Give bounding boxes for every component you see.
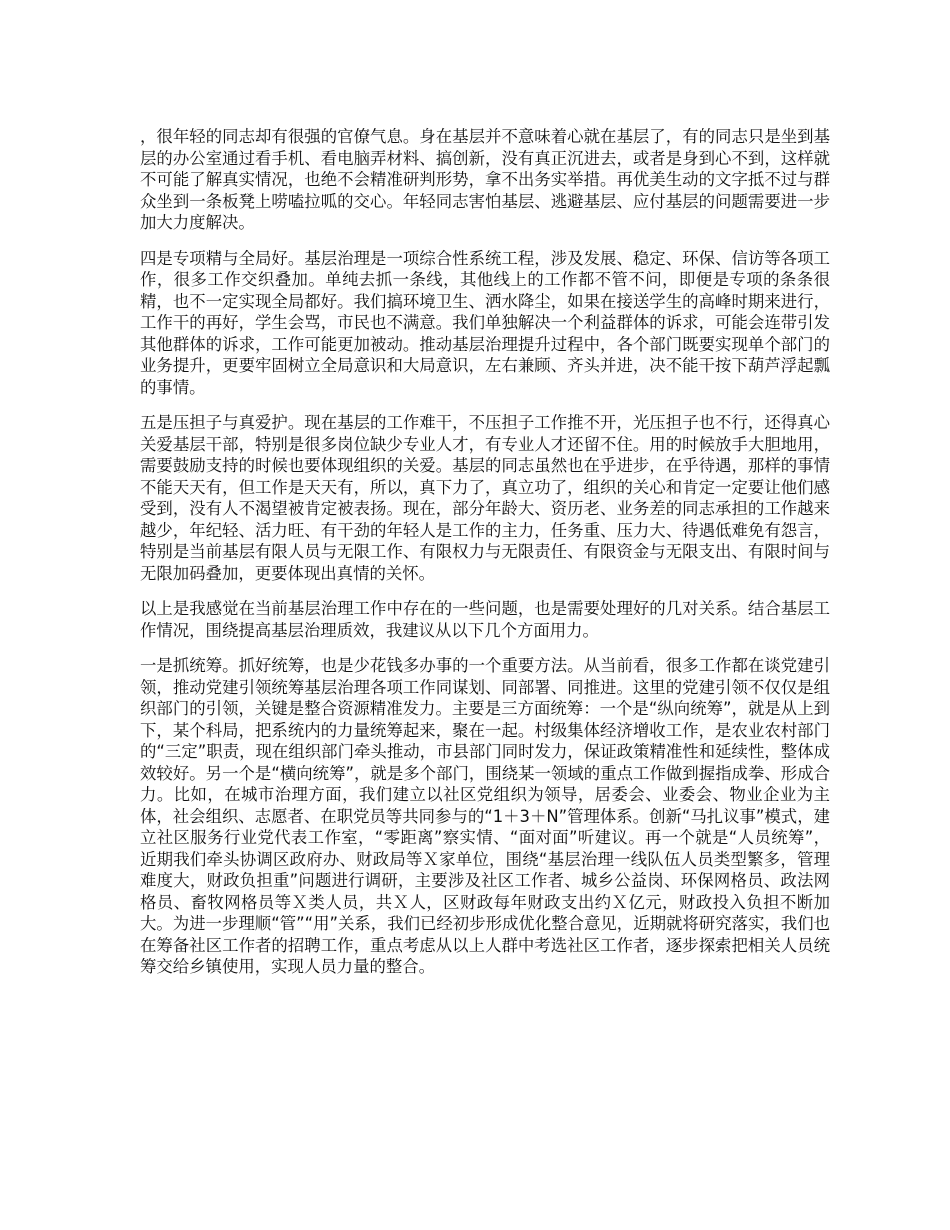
paragraph-summary: 以上是我感觉在当前基层治理工作中存在的一些问题，也是需要处理好的几对关系。结合基层工作情况，围绕提高基层治理质效，我建议从以下几个方面用力。 [140, 599, 830, 640]
paragraph-continuation: ，很年轻的同志却有很强的官僚气息。身在基层并不意味着心就在基层了，有的同志只是坐到基层的办公室通过看手机、看电脑弄材料、搞创新，没有真正沉进去，或者是身到心不到，这样就不可能了解真实情况，也绝不会精准研判形势，拿不出务实举措。再优美生动的文字抵不过与群众坐到一条板凳上唠嗑拉呱的交心。年轻同志害怕基层、逃避基层、应付基层的问题需要进一步加大力度解决。 [140, 127, 830, 232]
paragraph-suggestion-one: 一是抓统筹。抓好统筹，也是少花钱多办事的一个重要方法。从当前看，很多工作都在谈党建引领，推动党建引领统筹基层治理各项工作同谋划、同部署、同推进。这里的党建引领不仅仅是组织部门的引领，关键是整合资源精准发力。主要是三方面统筹：一个是“纵向统筹”，就是从上到下，某个科局，把系统内的力量统筹起来，聚在一起。村级集体经济增收工作，是农业农村部门的“三定”职责，现在组织部门牵头推动，市县部门同时发力，保证政策精准性和延续性，整体成效较好。另一个是“横向统筹”，就是多个部门，围绕某一领域的重点工作做到握指成拳、形成合力。比如，在城市治理方面，我们建立以社区党组织为领导，居委会、业委会、物业企业为主体，社会组织、志愿者、在职党员等共同参与的“1＋3＋N”管理体系。创新“马扎议事”模式，建立社区服务行业党代表工作室，“零距离”察实情、“面对面”听建议。再一个就是“人员统筹”，近期我们牵头协调区政府办、财政局等Ｘ家单位，围绕“基层治理一线队伍人员类型繁多，管理难度大，财政负担重”问题进行调研，主要涉及社区工作者、城乡公益岗、环保网格员、政法网格员、畜牧网格员等Ｘ类人员，共Ｘ人，区财政每年财政支出约Ｘ亿元，财政投入负担不断加大。为进一步理顺“管”“用”关系，我们已经初步形成优化整合意见，近期就将研究落实，我们也在筹备社区工作者的招聘工作，重点考虑从以上人群中考选社区工作者，逐步探索把相关人员统筹交给乡镇使用，实现人员力量的整合。 [140, 656, 830, 976]
paragraph-point-four: 四是专项精与全局好。基层治理是一项综合性系统工程，涉及发展、稳定、环保、信访等各项工作，很多工作交织叠加。单纯去抓一条线，其他线上的工作都不管不问，即便是专项的条条很精，也不一定实现全局都好。我们搞环境卫生、洒水降尘，如果在接送学生的高峰时期来进行，工作干的再好，学生会骂，市民也不满意。我们单独解决一个利益群体的诉求，可能会连带引发其他群体的诉求，工作可能更加被动。推动基层治理提升过程中，各个部门既要实现单个部门的业务提升，更要牢固树立全局意识和大局意识，左右兼顾、齐头并进，决不能干按下葫芦浮起瓢的事情。 [140, 248, 830, 397]
document-body [140, 126, 830, 978]
paragraph-point-five: 五是压担子与真爱护。现在基层的工作难干，不压担子工作推不开，光压担子也不行，还得真心关爱基层干部，特别是很多岗位缺少专业人才，有专业人才还留不住。用的时候放手大胆地用，需要鼓励支持的时候也要体现组织的关爱。基层的同志虽然也在乎进步，在乎待遇，那样的事情不能天天有，但工作是天天有，所以，真下力了，真立功了，组织的关心和肯定一定要让他们感受到，没有人不渴望被肯定被表扬。现在，部分年龄大、资历老、业务差的同志承担的工作越来越少，年纪轻、活力旺、有干劲的年轻人是工作的主力，任务重、压力大、待遇低难免有怨言，特别是当前基层有限人员与无限工作、有限权力与无限责任、有限资金与无限支出、有限时间与无限加码叠加，更要体现出真情的关怀。 [140, 413, 830, 583]
